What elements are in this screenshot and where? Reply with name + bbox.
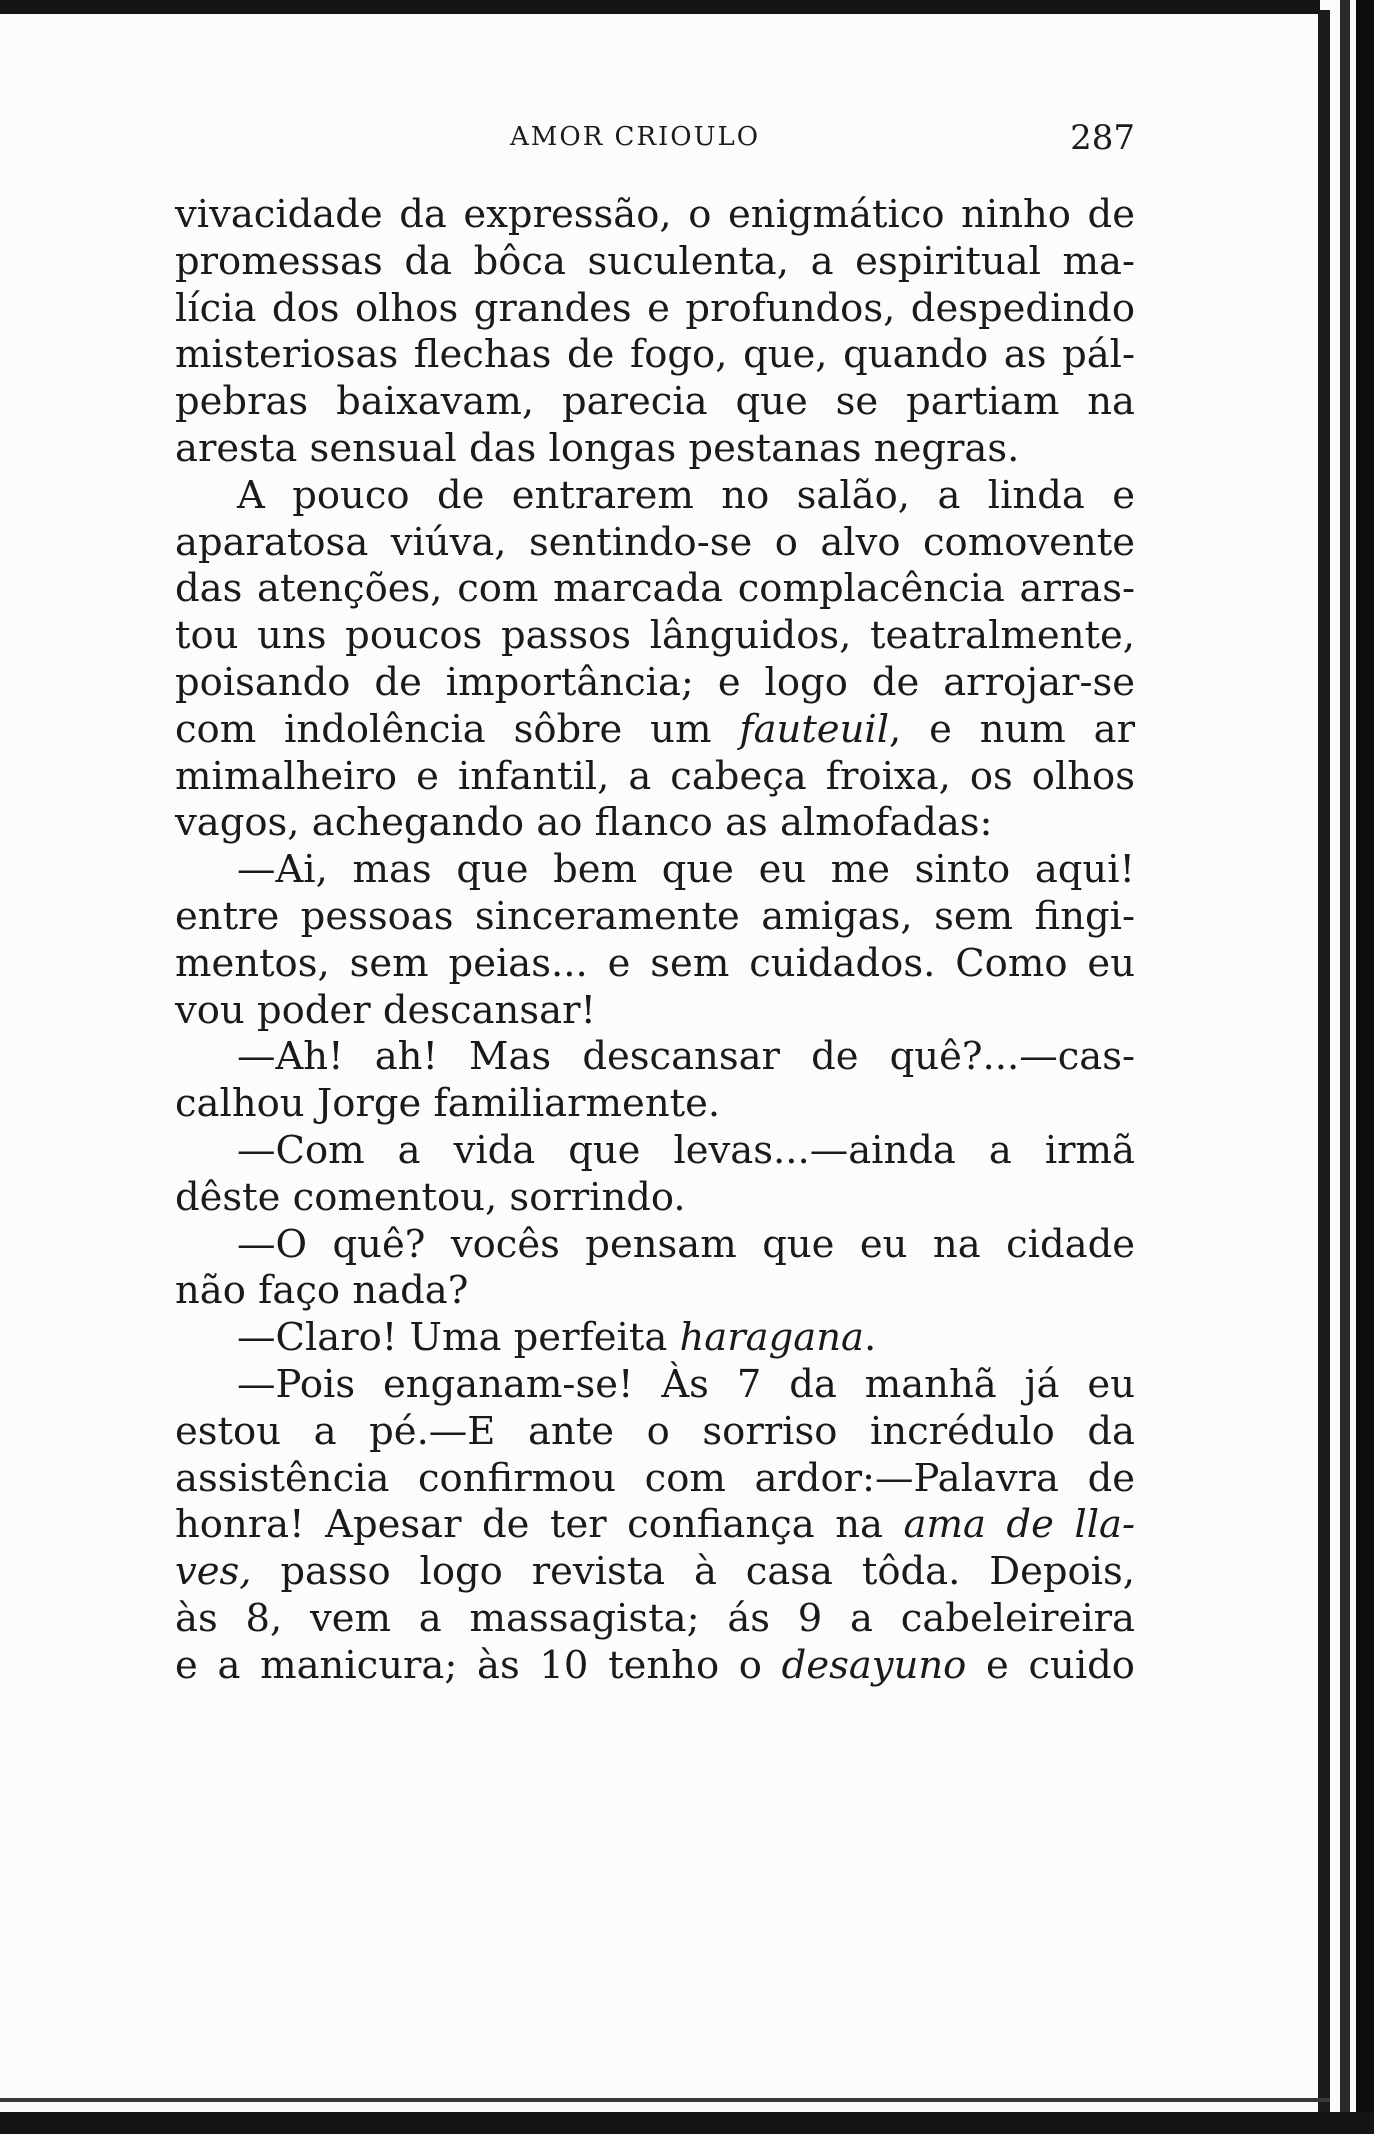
text-line [175,1643,1135,1690]
text-line: mimalheiro e infantil, a cabeça froixa, os olhos [175,753,1135,799]
text-line: vivacidade da expressão, o enigmático ninho de [175,192,1135,237]
text-line: das atenções, com marcada complacência arras- [175,566,1135,612]
text-line: —Ai, mas que bem que eu me sinto aqui! [237,847,1135,893]
scan-top-border [0,0,1320,14]
page-number: 287 [1070,118,1135,158]
text-line: aresta sensual das longas pestanas negras. [175,425,1020,471]
text-line: às 8, vem a massagista; ás 9 a cabeleireira [175,1595,1135,1641]
text-segment: honra! Apesar de ter confiança na [175,1502,904,1548]
italic-term: haragana [679,1315,864,1361]
text-line: —Ah! ah! Mas descansar de quê?...—cas- [237,1034,1135,1080]
text-line: lícia dos olhos grandes e profundos, despedindo [175,285,1135,331]
text-line: dêste comentou, sorrindo. [175,1174,686,1220]
italic-term: desayuno [781,1642,967,1688]
text-line: não faço nada? [175,1268,469,1314]
text-segment: e a manicura; às 10 tenho o [175,1642,782,1688]
text-segment: , e num ar [889,706,1135,752]
text-line: aparatosa viúva, sentindo-se o alvo comovente [175,519,1135,565]
text-segment: . [863,1315,877,1361]
text-line: calhou Jorge familiarmente. [175,1081,721,1127]
running-title: AMOR CRIOULO [510,122,761,152]
running-head [175,118,1135,158]
text-line: A pouco de entrarem no salão, a linda e [237,472,1135,518]
italic-term: ves, [175,1549,252,1595]
text-segment: e cuido [966,1642,1135,1688]
text-line: poisando de importância; e logo de arrojar-se [175,659,1135,705]
text-line [175,1549,1135,1596]
text-line: entre pessoas sinceramente amigas, sem fingi- [175,893,1135,939]
text-line [175,1502,1135,1549]
text-line: —Pois enganam-se! Às 7 da manhã já eu [237,1361,1135,1407]
text-line [175,1315,1135,1362]
text-line: mentos, sem peias... e sem cuidados. Como eu [175,940,1135,986]
text-line: estou a pé.—E ante o sorriso incrédulo da [175,1408,1135,1454]
scan-right-edge [1318,10,1330,2120]
italic-term: ama de lla- [903,1502,1135,1548]
text-segment: —Claro! Uma perfeita [237,1315,680,1361]
text-line [175,707,1135,754]
italic-term: fauteuil [739,706,890,752]
scan-right-edge [1356,0,1374,2134]
text-line: misteriosas flechas de fogo, que, quando as pál- [175,332,1135,378]
text-line: vagos, achegando ao flanco as almofadas: [175,800,993,846]
scan-bottom-border [0,2112,1374,2134]
text-line: vou poder descansar! [175,987,596,1033]
text-line: —Com a vida que levas...—ainda a irmã [237,1127,1135,1173]
text-line: assistência confirmou com ardor:—Palavra de [175,1455,1135,1501]
scan-right-edge [1340,0,1350,2134]
text-line: promessas da bôca suculenta, a espiritual ma- [175,238,1135,284]
text-segment: passo logo revista à casa tôda. Depois, [251,1549,1135,1595]
text-segment: com indolência sôbre um [175,706,740,752]
scan-bottom-edge [0,2098,1330,2102]
text-line: —O quê? vocês pensam que eu na cidade [237,1221,1135,1267]
body-text [175,192,1135,1690]
text-line: tou uns poucos passos lânguidos, teatralmente, [175,613,1135,659]
text-line: pebras baixavam, parecia que se partiam na [175,379,1135,425]
